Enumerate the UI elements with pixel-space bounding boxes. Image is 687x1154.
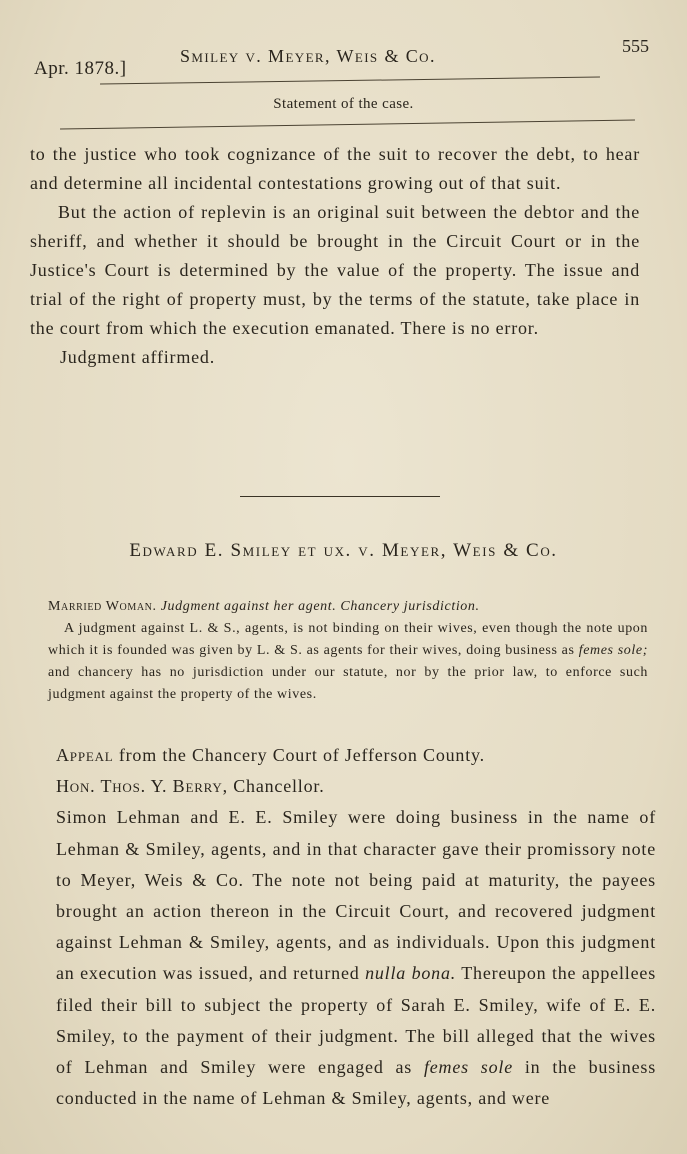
headnote-italic-term: femes sole; [578, 643, 648, 658]
page-number: 555 [622, 36, 649, 56]
paragraph: to the justice who took cognizance of the suit to recover the debt, to hear and determine all incidental contestations growing out of that suit. [30, 144, 640, 193]
section-rule [60, 119, 635, 129]
statement-of-case [56, 740, 656, 1114]
running-header [30, 36, 649, 86]
body-italic-term: femes sole [423, 1057, 513, 1078]
judge-name: Hon. Thos. Y. Berry, [56, 776, 228, 797]
headnote-subject: Judgment against her agent. Chancery jurisdiction. [160, 599, 480, 614]
appeal-lead: Appeal [56, 745, 114, 765]
body-italic-term: nulla bona. [365, 963, 457, 984]
header-case-title: Smiley v. Meyer, Weis & Co. [180, 46, 436, 66]
headnote [48, 596, 648, 706]
appeal-text: from the Chancery Court of Jefferson County. [118, 745, 485, 765]
headnote-text: A judgment against L. & S., agents, is not binding on their wives, even though the note upon which it is founded was given by L. & S. as agents for their wives, doing business as [48, 621, 648, 658]
section-heading: Statement of the case. [273, 96, 414, 112]
judgment-line: Judgment affirmed. [60, 347, 216, 367]
headnote-text: and chancery has no jurisdiction under our statute, nor by the prior law, to enforce such judgment against the property of the wives. [48, 665, 648, 702]
paragraph: But the action of replevin is an original suit between the debtor and the sheriff, and whether it should be brought in the Circuit Court or in the Justice's Court is determined by the value of the property. The issue and trial of the right of property must, by the terms of the statute, take place in the court from which the execution emanated. There is no error. [30, 202, 640, 338]
header-date: Apr. 1878.] [34, 58, 127, 79]
body-text: Thereupon the appellees filed their bill to subject the property of Sarah E. Smiley, wife of E. E. Smiley, to the payment of their judgment. The bill alleged that the wives of Lehman and Smiley were engaged as [56, 963, 656, 1078]
continued-opinion [30, 140, 640, 372]
case-title: Edward E. Smiley et ux. v. Meyer, Weis & Co. [129, 540, 558, 561]
body-text: Simon Lehman and E. E. Smiley were doing business in the name of Lehman & Smiley, agents, and in that character gave their promissory note to Meyer, Weis & Co. The note not being paid at maturity, the payees brought an action thereon in the Circuit Court, and recovered judgment against Lehman & Smiley, agents, and as individuals. Upon this judgment an execution was issued, and returned [56, 807, 656, 984]
case-divider-rule [240, 496, 440, 497]
headnote-topic: Married Woman. [48, 599, 157, 614]
body-text: in the business conducted in the name of Lehman & Smiley, agents, and were [56, 1057, 656, 1109]
judge-title: Chancellor. [233, 776, 325, 797]
